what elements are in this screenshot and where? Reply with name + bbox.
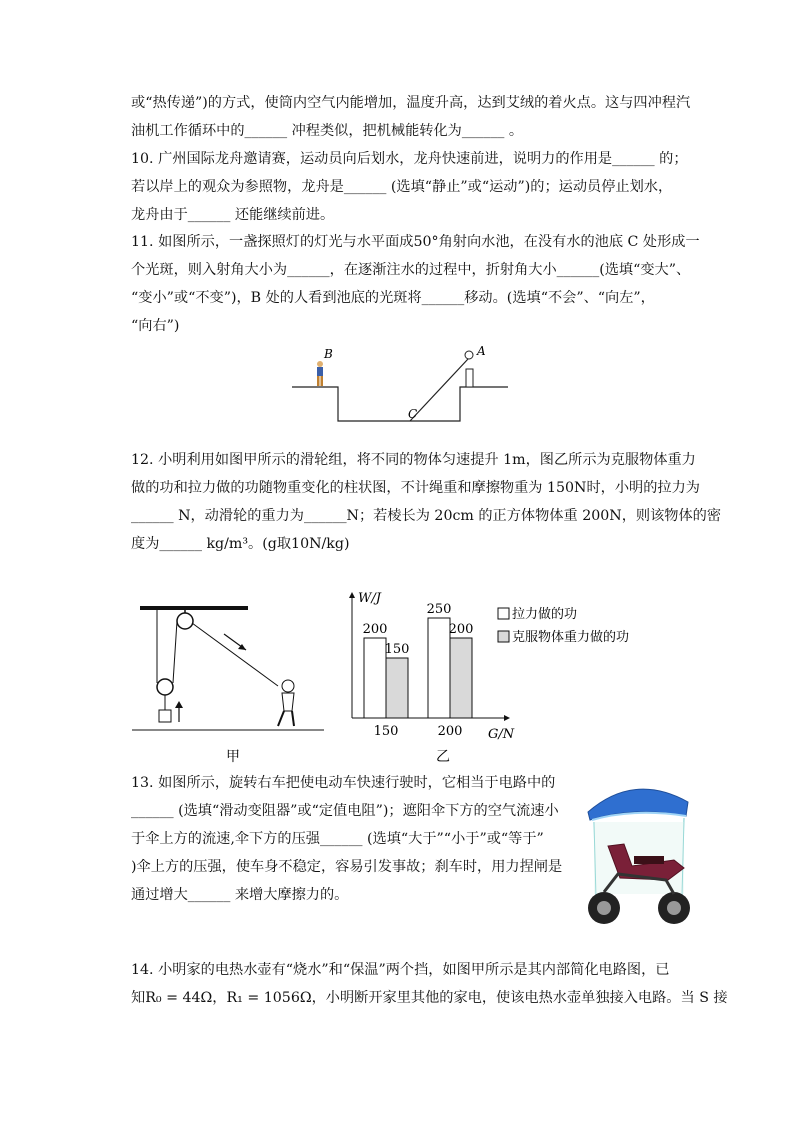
bar-150-series-1 (364, 638, 386, 718)
label-c: C (408, 407, 418, 421)
person-b-icon (317, 361, 323, 386)
text-line-6: 11. 如图所示，一盏探照灯的灯光与水平面成50°角射向水池，在没有水的池底 C 处形成一 (131, 234, 700, 250)
bar-150-series-2 (386, 658, 408, 718)
text-line-20: 知R₀ = 44Ω，R₁ = 1056Ω，小明断开家里其他的家电，使该电热水壶单独接入电路。当 S 接 (131, 990, 728, 1006)
text-line-19: 14. 小明家的电热水壶有“烧水”和“保温”两个挡，如图甲所示是其内部简化电路图，已 (131, 962, 670, 978)
text-line-10: 12. 小明利用如图甲所示的滑轮组，将不同的物体匀速提升 1m，图乙所示为克服物体重力 (131, 452, 696, 468)
bar-200-series-2 (450, 638, 472, 718)
text-line-15: ______ (选填“滑动变阻器”或“定值电阻”)；遮阳伞下方的空气流速小 (131, 803, 559, 819)
x-axis-label: G/N (488, 727, 515, 742)
caption-jia: 甲 (226, 749, 240, 765)
legend-label-pull: 拉力做的功 (512, 607, 578, 622)
text-line-8: “变小”或“不变”)，B 处的人看到池底的光斑将______移动。(选填“不会”、“向左”， (131, 290, 655, 306)
label-a: A (477, 344, 486, 358)
x-tick-label: 200 (437, 724, 463, 739)
caption-yi: 乙 (436, 749, 450, 765)
bar-200-series-1 (428, 618, 450, 718)
pool-figure (288, 342, 512, 424)
legend-label-gravity: 克服物体重力做的功 (512, 630, 630, 645)
text-line-17: )伞上方的压强，使车身不稳定，容易引发事故；刹车时，用力捏闸是 (131, 859, 563, 875)
bar-value-label: 200 (448, 622, 474, 637)
text-line-3: 10. 广州国际龙舟邀请赛，运动员向后划水，龙舟快速前进，说明力的作用是______ 的； (131, 151, 688, 167)
x-tick-label: 150 (373, 724, 399, 739)
legend-swatch-pull (498, 608, 509, 619)
scooter-illustration (574, 776, 704, 938)
label-b: B (324, 347, 333, 361)
text-line-2: 油机工作循环中的______ 冲程类似，把机械能转化为______ 。 (131, 123, 524, 139)
text-line-18: 通过增大______ 来增大摩擦力的。 (131, 887, 349, 903)
text-line-13: 度为______ kg/m³。(g取10N/kg) (131, 536, 350, 552)
text-line-11: 做的功和拉力做的功随物重变化的柱状图，不计绳重和摩擦物重为 150N时，小明的拉力为 (131, 480, 700, 496)
text-line-12: ______ N，动滑轮的重力为______N；若棱长为 20cm 的正方体物体重 200N，则该物体的密 (131, 508, 722, 524)
text-line-7: 个光斑，则入射角大小为______，在逐渐注水的过程中，折射角大小______(选填“变大”、 (131, 262, 691, 278)
text-line-9: “向右”) (131, 318, 180, 334)
bar-value-label: 150 (384, 642, 410, 657)
chart-legend (498, 606, 629, 645)
text-line-4: 若以岸上的观众为参照物，龙舟是______ (选填“静止”或“运动”)的；运动员停止划水， (131, 179, 673, 195)
work-bar-chart (346, 588, 656, 768)
boy-pulling-icon (278, 680, 294, 726)
pulley-figure (128, 598, 328, 768)
text-line-5: 龙舟由于______ 还能继续前进。 (131, 207, 335, 223)
bar-value-label: 200 (362, 622, 388, 637)
legend-swatch-gravity (498, 631, 509, 642)
text-line-1: 或“热传递”)的方式，使筒内空气内能增加，温度升高，达到艾绒的着火点。这与四冲程汽 (131, 95, 691, 111)
y-axis-label: W/J (358, 591, 381, 606)
bar-value-label: 250 (426, 602, 452, 617)
text-line-16: 于伞上方的流速,伞下方的压强______ (选填“大于”“小于”或“等于” (131, 831, 544, 847)
text-line-14: 13. 如图所示，旋转右车把使电动车快速行驶时，它相当于电路中的 (131, 775, 556, 791)
